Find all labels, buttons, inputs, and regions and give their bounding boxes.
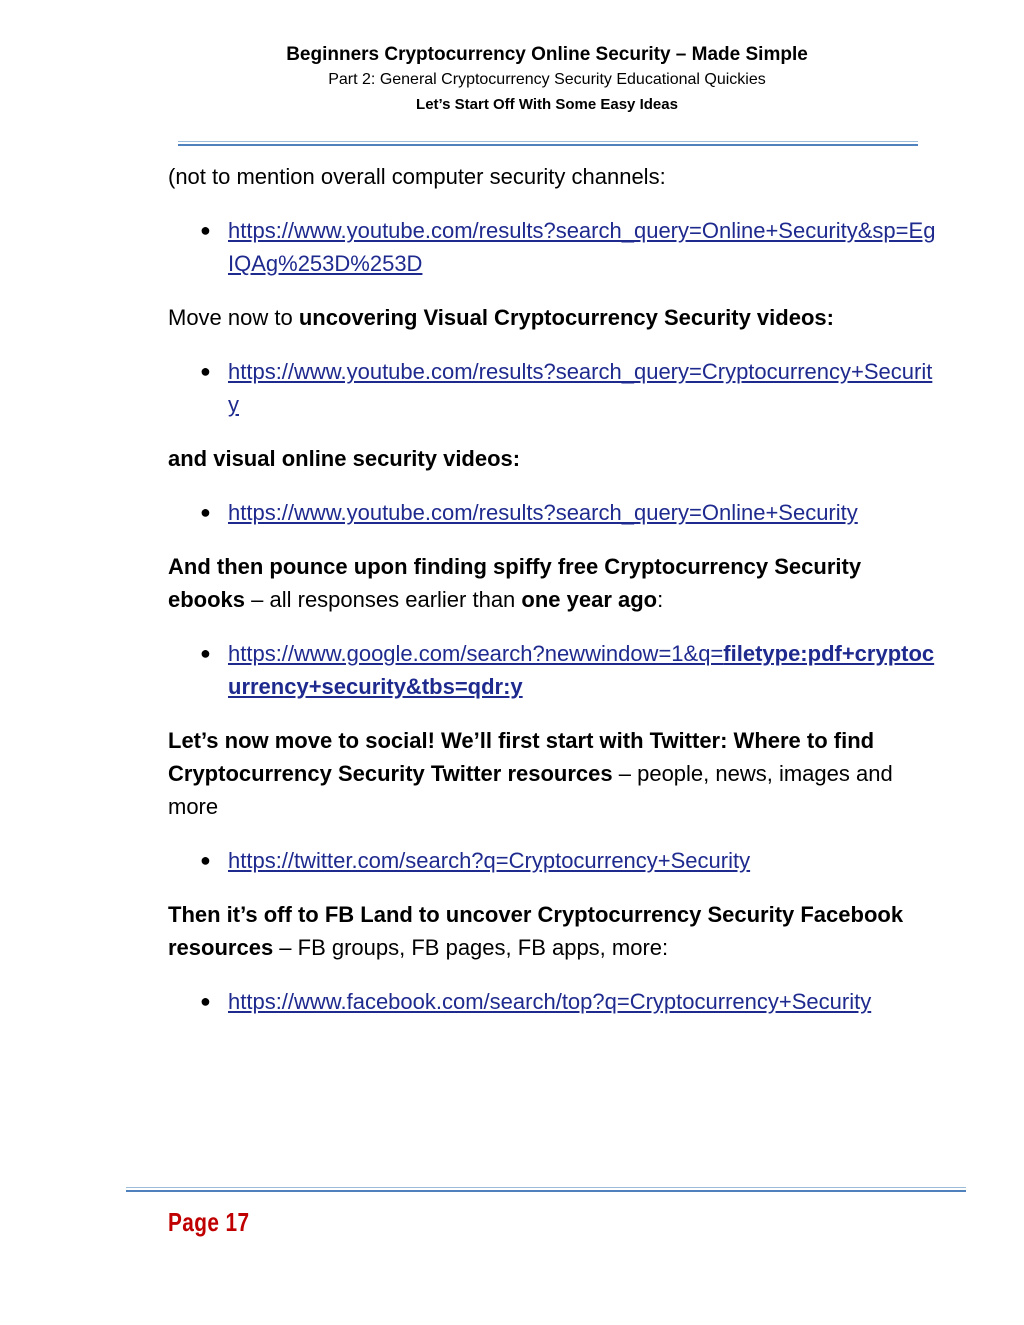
- paragraph-bold-text: and visual online security videos:: [168, 446, 521, 471]
- link-youtube-online-security-channels[interactable]: https://www.youtube.com/results?search_query=Online+Security&sp=EgIQAg%253D%253D: [228, 218, 936, 276]
- bullet-dot-icon: ●: [200, 220, 211, 240]
- paragraph-facebook: [168, 898, 938, 964]
- link-list-5: [168, 844, 938, 877]
- paragraph-text: – FB groups, FB pages, FB apps, more:: [273, 935, 669, 960]
- list-item: [168, 355, 938, 421]
- list-item: [168, 214, 938, 280]
- link-google-ebooks[interactable]: [228, 641, 934, 699]
- paragraph-bold-text: one year ago: [521, 587, 658, 612]
- paragraph-intro: [168, 160, 938, 193]
- bullet-dot-icon: ●: [200, 643, 211, 663]
- link-facebook-search[interactable]: https://www.facebook.com/search/top?q=Cryptocurrency+Security: [228, 989, 872, 1014]
- bullet-dot-icon: ●: [200, 850, 211, 870]
- paragraph-visual-online: [168, 442, 938, 475]
- paragraph-bold-text: Then it’s off to FB Land to uncover Cryptocurrency Security Facebook resources: [168, 902, 904, 960]
- paragraph-visual-crypto: [168, 301, 938, 334]
- link-youtube-online-security[interactable]: https://www.youtube.com/results?search_query=Online+Security: [228, 500, 858, 525]
- link-list-6: [168, 985, 938, 1018]
- paragraph-text: Move now to: [168, 305, 299, 330]
- page-number: Page 17: [168, 1207, 250, 1237]
- list-item: [168, 844, 938, 877]
- link-twitter-search[interactable]: https://twitter.com/search?q=Cryptocurrency+Security: [228, 848, 751, 873]
- header-rule: [178, 141, 918, 146]
- link-text: https://www.google.com/search?newwindow=1&q=: [228, 641, 724, 666]
- link-list-4: [168, 637, 938, 703]
- list-item: [168, 985, 938, 1018]
- link-list-2: [168, 355, 938, 421]
- list-item: [168, 637, 938, 703]
- link-bold-text: filetype:pdf+cryptocurrency+security&tbs=qdr:y: [228, 641, 935, 699]
- footer-rule: [126, 1187, 966, 1192]
- bullet-dot-icon: ●: [200, 502, 211, 522]
- paragraph-twitter: [168, 724, 938, 823]
- list-item: [168, 496, 938, 529]
- paragraph-ebooks: [168, 550, 938, 616]
- paragraph-bold-text: Let’s now move to social! We’ll first start with Twitter: Where to find Cryptocurrency Security Twitter resources: [168, 728, 875, 786]
- header-section: Let’s Start Off With Some Easy Ideas: [416, 96, 678, 113]
- link-list-1: [168, 214, 938, 280]
- header-subtitle: Part 2: General Cryptocurrency Security Educational Quickies: [328, 71, 766, 88]
- paragraph-bold-text: uncovering Visual Cryptocurrency Security videos:: [298, 305, 834, 330]
- main-content: [168, 160, 938, 1039]
- bullet-dot-icon: ●: [200, 361, 211, 381]
- paragraph-text: – people, news, images and more: [168, 761, 893, 819]
- paragraph-text: – all responses earlier than: [245, 587, 522, 612]
- header-title: Beginners Cryptocurrency Online Security – Made Simple: [286, 44, 808, 65]
- paragraph-text: :: [657, 587, 664, 612]
- paragraph-intro-text: (not to mention overall computer security channels:: [168, 164, 666, 189]
- link-youtube-crypto-security[interactable]: https://www.youtube.com/results?search_query=Cryptocurrency+Security: [228, 359, 933, 417]
- bullet-dot-icon: ●: [200, 991, 211, 1011]
- link-list-3: [168, 496, 938, 529]
- paragraph-bold-text: And then pounce upon finding spiffy free Cryptocurrency Security ebooks: [168, 554, 862, 612]
